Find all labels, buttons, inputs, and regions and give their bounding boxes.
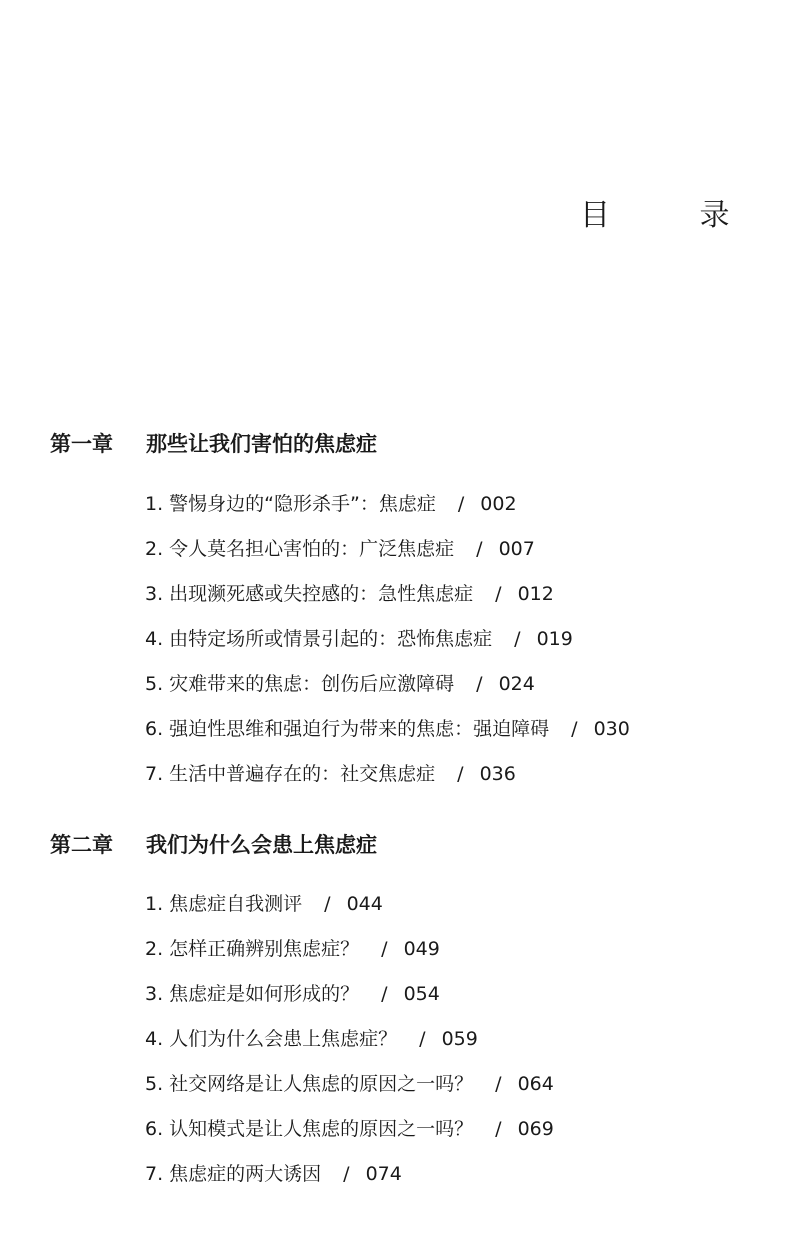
toc-entry[interactable]: 6. 认知模式是让人焦虑的原因之一吗？ / 069 (145, 1118, 554, 1140)
toc-entry[interactable]: 7. 焦虑症的两大诱因 / 074 (145, 1163, 402, 1185)
entry-text: 7. 焦虑症的两大诱因 (145, 1163, 322, 1185)
entry-page: 074 (365, 1163, 402, 1185)
entry-page: 054 (403, 983, 440, 1005)
toc-entry[interactable]: 5. 社交网络是让人焦虑的原因之一吗？ / 064 (145, 1073, 554, 1095)
entry-text: 5. 社交网络是让人焦虑的原因之一吗？ (145, 1073, 474, 1095)
chapter-heading (50, 428, 377, 458)
entry-page: 024 (498, 673, 535, 695)
toc-entry[interactable]: 2. 怎样正确辨别焦虑症？ / 049 (145, 938, 440, 960)
entry-page: 059 (441, 1028, 478, 1050)
chapter-number: 第二章 (50, 833, 113, 857)
entry-text: 5. 灾难带来的焦虑：创伤后应激障碍 (145, 673, 455, 695)
entry-text: 2. 怎样正确辨别焦虑症？ (145, 938, 360, 960)
toc-entry[interactable]: 3. 焦虑症是如何形成的？ / 054 (145, 983, 440, 1005)
toc-entry[interactable]: 4. 人们为什么会患上焦虑症？ / 059 (145, 1028, 478, 1050)
toc-title: 目 录 (580, 198, 770, 233)
entry-text: 7. 生活中普遍存在的：社交焦虑症 (145, 763, 436, 785)
entry-text: 6. 强迫性思维和强迫行为带来的焦虑：强迫障碍 (145, 718, 550, 740)
entry-page: 069 (517, 1118, 554, 1140)
entry-page: 036 (479, 763, 516, 785)
chapter-number: 第一章 (50, 432, 113, 456)
entry-text: 4. 由特定场所或情景引起的：恐怖焦虑症 (145, 628, 493, 650)
entry-page: 030 (593, 718, 630, 740)
toc-entry[interactable]: 4. 由特定场所或情景引起的：恐怖焦虑症 / 019 (145, 628, 573, 650)
entry-text: 6. 认知模式是让人焦虑的原因之一吗？ (145, 1118, 474, 1140)
entry-page: 044 (346, 893, 383, 915)
toc-entry[interactable]: 7. 生活中普遍存在的：社交焦虑症 / 036 (145, 763, 516, 785)
entry-text: 2. 令人莫名担心害怕的：广泛焦虑症 (145, 538, 455, 560)
chapter-title: 那些让我们害怕的焦虑症 (146, 432, 377, 456)
entry-page: 012 (517, 583, 554, 605)
entry-page: 049 (403, 938, 440, 960)
toc-entry[interactable]: 1. 警惕身边的“隐形杀手”：焦虑症 / 002 (145, 493, 517, 515)
entry-text: 3. 出现濒死感或失控感的：急性焦虑症 (145, 583, 474, 605)
entry-text: 1. 警惕身边的“隐形杀手”：焦虑症 (145, 493, 436, 515)
toc-entry[interactable]: 3. 出现濒死感或失控感的：急性焦虑症 / 012 (145, 583, 554, 605)
entry-text: 4. 人们为什么会患上焦虑症？ (145, 1028, 398, 1050)
toc-entry[interactable]: 5. 灾难带来的焦虑：创伤后应激障碍 / 024 (145, 673, 535, 695)
chapter-heading (50, 829, 377, 859)
toc-entry[interactable]: 2. 令人莫名担心害怕的：广泛焦虑症 / 007 (145, 538, 535, 560)
toc-entry[interactable]: 6. 强迫性思维和强迫行为带来的焦虑：强迫障碍 / 030 (145, 718, 630, 740)
entry-page: 007 (498, 538, 535, 560)
entry-page: 019 (536, 628, 573, 650)
chapter-title: 我们为什么会患上焦虑症 (146, 833, 377, 857)
entry-page: 064 (517, 1073, 554, 1095)
toc-entry[interactable]: 1. 焦虑症自我测评 / 044 (145, 893, 383, 915)
entry-text: 3. 焦虑症是如何形成的？ (145, 983, 360, 1005)
entry-page: 002 (480, 493, 517, 515)
entry-text: 1. 焦虑症自我测评 (145, 893, 303, 915)
